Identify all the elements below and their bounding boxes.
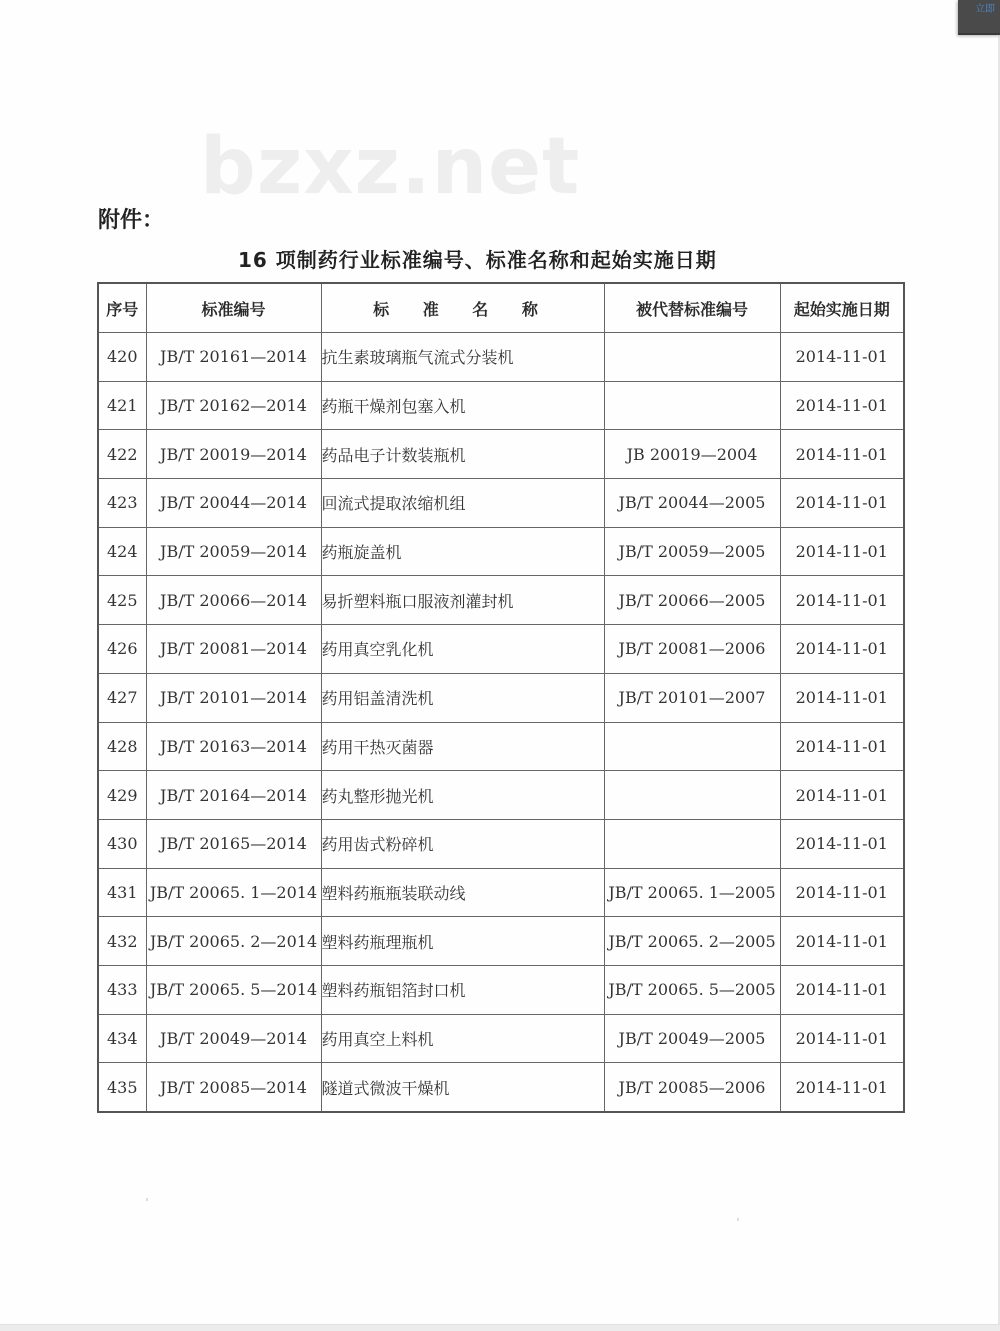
cell-date: 2014-11-01 (780, 722, 904, 771)
document-title: 16 项制药行业标准编号、标准名称和起始实施日期 (238, 248, 717, 272)
cell-code: JB/T 20165—2014 (146, 819, 321, 868)
cell-replaced (604, 771, 780, 820)
table-row (98, 381, 904, 430)
cell-no: 422 (98, 430, 146, 479)
cell-no: 429 (98, 771, 146, 820)
cell-name: 药瓶干燥剂包塞入机 (321, 381, 604, 430)
scan-speck (737, 1218, 739, 1221)
cell-date: 2014-11-01 (780, 625, 904, 674)
cell-no: 433 (98, 965, 146, 1014)
cell-no: 431 (98, 868, 146, 917)
cell-code: JB/T 20065. 2—2014 (146, 917, 321, 966)
cell-no: 425 (98, 576, 146, 625)
cell-replaced (604, 819, 780, 868)
table-row (98, 673, 904, 722)
cell-no: 434 (98, 1014, 146, 1063)
page-bottom-edge (0, 1324, 1000, 1331)
standards-table (97, 282, 905, 1113)
cell-code: JB/T 20101—2014 (146, 673, 321, 722)
cell-name: 塑料药瓶铝箔封口机 (321, 965, 604, 1014)
header-name: 标 准 名 称 (321, 283, 604, 333)
table-header-row (98, 283, 904, 333)
cell-code: JB/T 20065. 5—2014 (146, 965, 321, 1014)
cell-no: 427 (98, 673, 146, 722)
table-row (98, 527, 904, 576)
cell-replaced: JB 20019—2004 (604, 430, 780, 479)
cell-code: JB/T 20065. 1—2014 (146, 868, 321, 917)
cell-no: 426 (98, 625, 146, 674)
cell-replaced (604, 333, 780, 382)
cell-no: 423 (98, 479, 146, 528)
cell-no: 435 (98, 1063, 146, 1112)
cell-replaced: JB/T 20049—2005 (604, 1014, 780, 1063)
cell-date: 2014-11-01 (780, 576, 904, 625)
cell-code: JB/T 20019—2014 (146, 430, 321, 479)
table-row (98, 1063, 904, 1112)
cell-name: 药瓶旋盖机 (321, 527, 604, 576)
cell-replaced: JB/T 20059—2005 (604, 527, 780, 576)
header-replaced: 被代替标准编号 (604, 283, 780, 333)
cell-name: 隧道式微波干燥机 (321, 1063, 604, 1112)
scan-speck (146, 1198, 148, 1201)
cell-no: 432 (98, 917, 146, 966)
cell-date: 2014-11-01 (780, 333, 904, 382)
header-no: 序号 (98, 283, 146, 333)
header-code: 标准编号 (146, 283, 321, 333)
cell-date: 2014-11-01 (780, 771, 904, 820)
cell-replaced: JB/T 20081—2006 (604, 625, 780, 674)
cell-replaced: JB/T 20085—2006 (604, 1063, 780, 1112)
table-row (98, 479, 904, 528)
table-row (98, 868, 904, 917)
table-row (98, 819, 904, 868)
cell-name: 药用干热灭菌器 (321, 722, 604, 771)
cell-name: 药用齿式粉碎机 (321, 819, 604, 868)
corner-button-label: 立即 (975, 4, 995, 15)
table-row (98, 625, 904, 674)
table-row (98, 771, 904, 820)
attachment-label: 附件： (98, 208, 165, 233)
cell-date: 2014-11-01 (780, 819, 904, 868)
cell-code: JB/T 20066—2014 (146, 576, 321, 625)
cell-replaced: JB/T 20065. 2—2005 (604, 917, 780, 966)
table-row (98, 722, 904, 771)
cell-name: 易折塑料瓶口服液剂灌封机 (321, 576, 604, 625)
cell-name: 药用铝盖清洗机 (321, 673, 604, 722)
cell-replaced (604, 722, 780, 771)
cell-date: 2014-11-01 (780, 479, 904, 528)
cell-date: 2014-11-01 (780, 965, 904, 1014)
cell-no: 428 (98, 722, 146, 771)
cell-no: 430 (98, 819, 146, 868)
cell-replaced: JB/T 20044—2005 (604, 479, 780, 528)
cell-replaced (604, 381, 780, 430)
cell-name: 药用真空乳化机 (321, 625, 604, 674)
cell-no: 424 (98, 527, 146, 576)
table-row (98, 965, 904, 1014)
cell-code: JB/T 20163—2014 (146, 722, 321, 771)
cell-code: JB/T 20081—2014 (146, 625, 321, 674)
table-row (98, 1014, 904, 1063)
cell-replaced: JB/T 20065. 5—2005 (604, 965, 780, 1014)
cell-date: 2014-11-01 (780, 1063, 904, 1112)
cell-code: JB/T 20161—2014 (146, 333, 321, 382)
cell-code: JB/T 20164—2014 (146, 771, 321, 820)
cell-replaced: JB/T 20101—2007 (604, 673, 780, 722)
cell-name: 回流式提取浓缩机组 (321, 479, 604, 528)
cell-date: 2014-11-01 (780, 527, 904, 576)
cell-name: 塑料药瓶理瓶机 (321, 917, 604, 966)
table-row (98, 917, 904, 966)
cell-no: 420 (98, 333, 146, 382)
header-date: 起始实施日期 (780, 283, 904, 333)
cell-name: 药用真空上料机 (321, 1014, 604, 1063)
cell-name: 药品电子计数装瓶机 (321, 430, 604, 479)
cell-code: JB/T 20162—2014 (146, 381, 321, 430)
cell-date: 2014-11-01 (780, 868, 904, 917)
table-row (98, 576, 904, 625)
cell-date: 2014-11-01 (780, 917, 904, 966)
cell-name: 抗生素玻璃瓶气流式分装机 (321, 333, 604, 382)
cell-date: 2014-11-01 (780, 381, 904, 430)
cell-replaced: JB/T 20065. 1—2005 (604, 868, 780, 917)
cell-no: 421 (98, 381, 146, 430)
cell-code: JB/T 20085—2014 (146, 1063, 321, 1112)
watermark: bzxz.net (200, 122, 581, 212)
cell-name: 塑料药瓶瓶装联动线 (321, 868, 604, 917)
cell-date: 2014-11-01 (780, 430, 904, 479)
table-row (98, 430, 904, 479)
corner-download-button[interactable] (958, 0, 1000, 35)
cell-code: JB/T 20044—2014 (146, 479, 321, 528)
table-row (98, 333, 904, 382)
cell-date: 2014-11-01 (780, 673, 904, 722)
cell-code: JB/T 20049—2014 (146, 1014, 321, 1063)
cell-date: 2014-11-01 (780, 1014, 904, 1063)
cell-replaced: JB/T 20066—2005 (604, 576, 780, 625)
cell-code: JB/T 20059—2014 (146, 527, 321, 576)
cell-name: 药丸整形抛光机 (321, 771, 604, 820)
